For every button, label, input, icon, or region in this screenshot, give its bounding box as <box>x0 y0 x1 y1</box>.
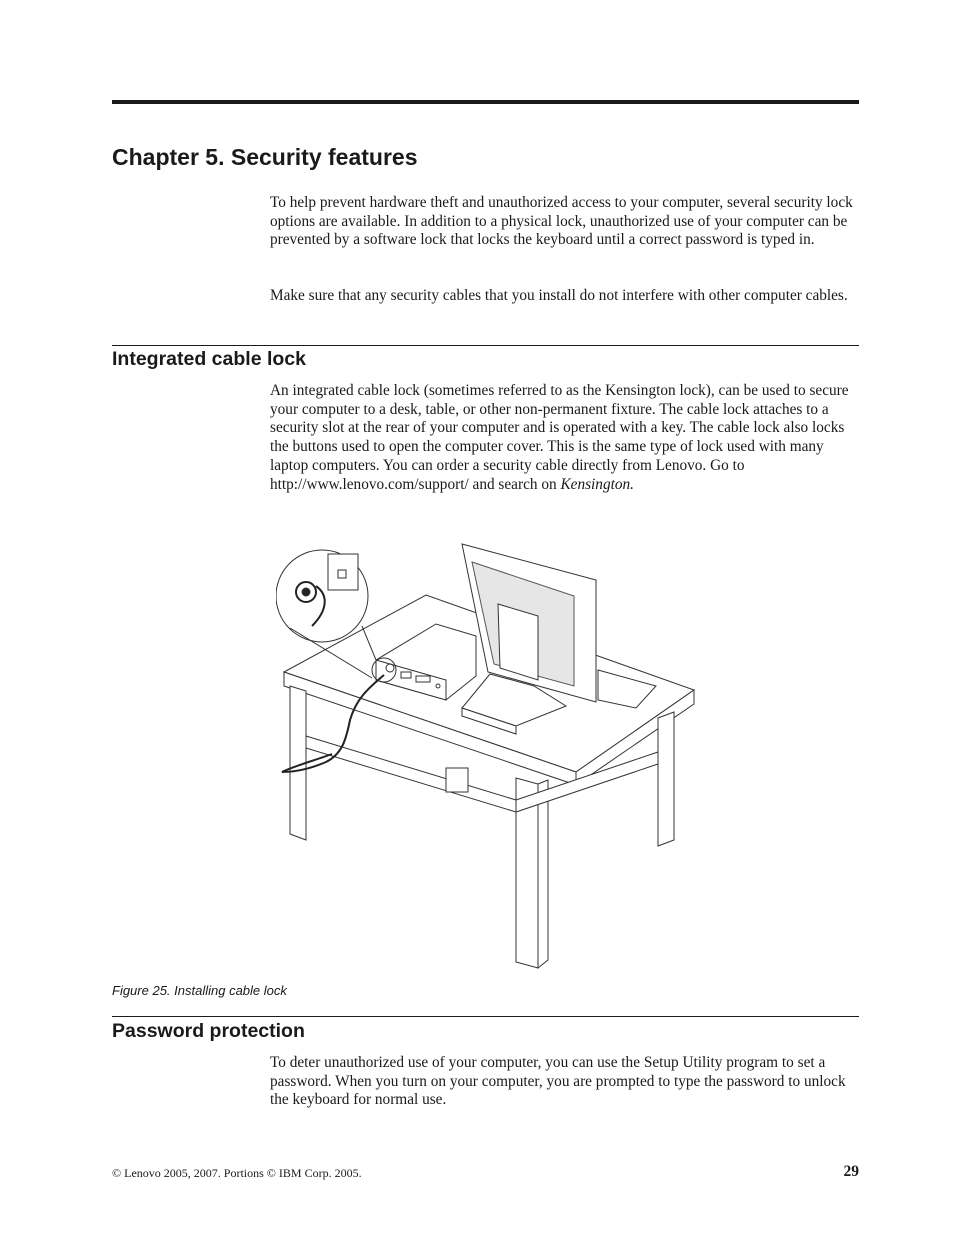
intro-paragraph-2: Make sure that any security cables that you install do not interfere with other computer cables. <box>270 287 848 304</box>
copyright-footer: © Lenovo 2005, 2007. Portions © IBM Corp. 2005. <box>112 1166 362 1180</box>
figure-caption: Figure 25. Installing cable lock <box>112 983 287 998</box>
section-divider-password <box>112 1016 859 1017</box>
chapter-title: Chapter 5. Security features <box>112 144 418 170</box>
cable-lock-illustration <box>276 540 696 970</box>
section-title-cable-lock: Integrated cable lock <box>112 348 306 370</box>
section-title-password: Password protection <box>112 1020 305 1042</box>
cable-lock-paragraph <box>270 382 862 494</box>
kensington-emphasis: Kensington. <box>560 475 634 493</box>
intro-paragraph-1: To help prevent hardware theft and unauthorized access to your computer, several security lock options are available. In addition to a physical lock, unauthorized use of your computer can be prevented by a software lock that locks the keyboard until a correct password is typed in. <box>270 194 853 249</box>
support-url-text: http://www.lenovo.com/support/ and search on <box>270 475 557 493</box>
monitor-illustration <box>462 544 656 734</box>
chapter-top-rule <box>112 100 859 104</box>
password-paragraph: To deter unauthorized use of your computer, you can use the Setup Utility program to set a password. When you turn on your computer, you are prompted to type the password to unlock the keyboard for normal use. <box>270 1054 846 1109</box>
cable-lock-text: An integrated cable lock (sometimes referred to as the Kensington lock), can be used to secure your computer to a desk, table, or other non-permanent fixture. The cable lock attaches to a security slot at the rear of your computer and is operated with a key. The cable lock also locks the buttons used to open the computer cover. This is the same type of lock used with many laptop computers. You can order a security cable directly from Lenovo. Go to <box>270 382 849 474</box>
page-number: 29 <box>843 1163 859 1180</box>
